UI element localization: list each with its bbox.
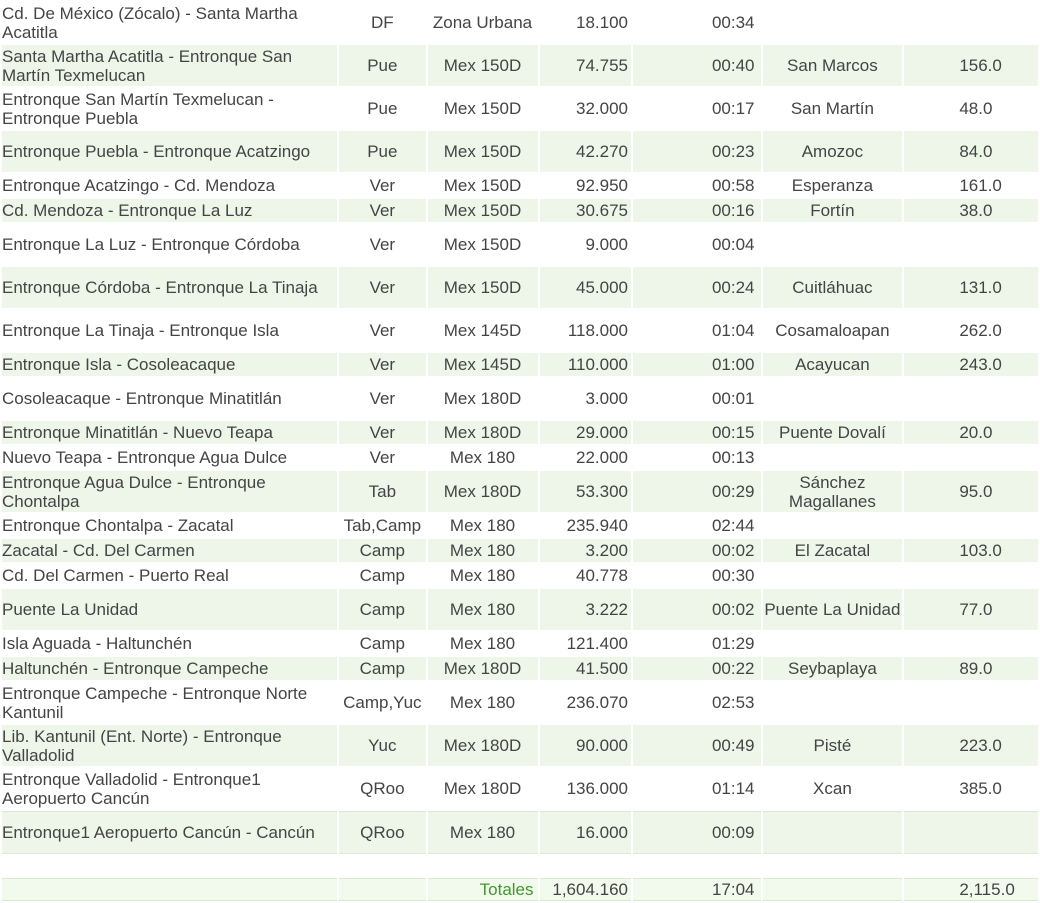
route-row (2, 514, 1038, 537)
cell-tiempo: 00:30 (633, 564, 760, 587)
cell-estado: Pue (339, 45, 425, 86)
cell-tramo: Entronque Agua Dulce - Entronque Chontalpa (2, 471, 337, 512)
totals-km: 1,604.160 (540, 878, 632, 901)
route-row (2, 88, 1038, 129)
cell-estado: Ver (339, 267, 425, 308)
cell-km: 9.000 (540, 224, 632, 265)
cell-distancia: 95.0 (904, 471, 1038, 512)
cell-gasolinera: Acayucan (763, 353, 903, 376)
cell-estado: DF (339, 2, 425, 43)
cell-estado: Tab (339, 471, 425, 512)
cell-estado: Ver (339, 310, 425, 351)
cell-gasolinera: Puente Dovalí (763, 421, 903, 444)
cell-km: 42.270 (540, 131, 632, 172)
cell-gasolinera (763, 446, 903, 469)
cell-gasolinera: Esperanza (763, 174, 903, 197)
cell-tramo: Entronque Minatitlán - Nuevo Teapa (2, 421, 337, 444)
cell-tiempo: 00:04 (633, 224, 760, 265)
cell-km: 121.400 (540, 632, 632, 655)
cell-tiempo: 00:24 (633, 267, 760, 308)
cell-tramo: Entronque1 Aeropuerto Cancún - Cancún (2, 811, 337, 854)
cell-km: 41.500 (540, 657, 632, 680)
cell-tiempo: 02:44 (633, 514, 760, 537)
cell-carretera: Mex 180D (428, 421, 538, 444)
cell-distancia: 223.0 (904, 725, 1038, 766)
route-row (2, 199, 1038, 222)
route-row (2, 539, 1038, 562)
cell-km: 90.000 (540, 725, 632, 766)
cell-tiempo: 01:00 (633, 353, 760, 376)
cell-tramo: Entronque La Tinaja - Entronque Isla (2, 310, 337, 351)
cell-carretera: Mex 150D (428, 224, 538, 265)
cell-km: 45.000 (540, 267, 632, 308)
cell-distancia (904, 811, 1038, 854)
cell-distancia (904, 682, 1038, 723)
route-row (2, 725, 1038, 766)
route-row (2, 768, 1038, 809)
cell-tiempo: 00:58 (633, 174, 760, 197)
cell-carretera: Mex 180D (428, 768, 538, 809)
cell-gasolinera: Cosamaloapan (763, 310, 903, 351)
cell-tramo: Haltunchén - Entronque Campeche (2, 657, 337, 680)
route-row (2, 657, 1038, 680)
cell-carretera: Mex 180 (428, 564, 538, 587)
cell-tiempo: 00:15 (633, 421, 760, 444)
cell-km: 29.000 (540, 421, 632, 444)
cell-tramo: Entronque Valladolid - Entronque1 Aeropuerto Cancún (2, 768, 337, 809)
route-row (2, 353, 1038, 376)
cell-estado: QRoo (339, 768, 425, 809)
cell-distancia: 131.0 (904, 267, 1038, 308)
cell-tramo: Entronque Isla - Cosoleacaque (2, 353, 337, 376)
cell-tramo: Entronque Campeche - Entronque Norte Kantunil (2, 682, 337, 723)
cell-carretera: Mex 180 (428, 589, 538, 630)
cell-tiempo: 00:02 (633, 589, 760, 630)
cell-estado: Yuc (339, 725, 425, 766)
route-row (2, 267, 1038, 308)
cell-estado: Ver (339, 378, 425, 419)
cell-estado: Ver (339, 224, 425, 265)
cell-distancia: 48.0 (904, 88, 1038, 129)
cell-tramo: Lib. Kantunil (Ent. Norte) - Entronque Valladolid (2, 725, 337, 766)
cell-distancia: 77.0 (904, 589, 1038, 630)
cell-tiempo: 02:53 (633, 682, 760, 723)
cell-distancia (904, 514, 1038, 537)
cell-tramo: Zacatal - Cd. Del Carmen (2, 539, 337, 562)
cell-tiempo: 00:23 (633, 131, 760, 172)
cell-gasolinera: Puente La Unidad (763, 589, 903, 630)
cell-tiempo: 00:01 (633, 378, 760, 419)
totals-time: 17:04 (633, 878, 760, 901)
cell-gasolinera (763, 514, 903, 537)
cell-tiempo: 00:49 (633, 725, 760, 766)
cell-km: 32.000 (540, 88, 632, 129)
cell-km: 3.000 (540, 378, 632, 419)
cell-tiempo: 00:02 (633, 539, 760, 562)
cell-gasolinera (763, 632, 903, 655)
cell-gasolinera: Sánchez Magallanes (763, 471, 903, 512)
totals-distance: 2,115.0 (904, 878, 1038, 901)
cell-distancia: 20.0 (904, 421, 1038, 444)
cell-carretera: Mex 150D (428, 174, 538, 197)
cell-tramo: Entronque Córdoba - Entronque La Tinaja (2, 267, 337, 308)
cell-gasolinera (763, 564, 903, 587)
cell-carretera: Mex 150D (428, 199, 538, 222)
route-row (2, 446, 1038, 469)
cell-estado: Pue (339, 131, 425, 172)
cell-km: 3.200 (540, 539, 632, 562)
cell-km: 236.070 (540, 682, 632, 723)
cell-tramo: Isla Aguada - Haltunchén (2, 632, 337, 655)
cell-tiempo: 01:04 (633, 310, 760, 351)
totals-empty-cell (763, 878, 903, 901)
cell-km: 235.940 (540, 514, 632, 537)
route-row (2, 471, 1038, 512)
spacer-row (2, 856, 1038, 876)
route-row (2, 378, 1038, 419)
spacer-cell (2, 856, 1038, 876)
cell-distancia: 156.0 (904, 45, 1038, 86)
cell-tramo: Cd. Del Carmen - Puerto Real (2, 564, 337, 587)
cell-carretera: Mex 180D (428, 471, 538, 512)
route-row (2, 632, 1038, 655)
cell-estado: Ver (339, 174, 425, 197)
cell-estado: Ver (339, 199, 425, 222)
cell-gasolinera: Xcan (763, 768, 903, 809)
cell-gasolinera (763, 811, 903, 854)
cell-gasolinera: Amozoc (763, 131, 903, 172)
cell-tramo: Entronque San Martín Texmelucan - Entronque Puebla (2, 88, 337, 129)
cell-distancia (904, 378, 1038, 419)
cell-carretera: Mex 180 (428, 632, 538, 655)
cell-gasolinera (763, 224, 903, 265)
cell-tiempo: 01:14 (633, 768, 760, 809)
cell-km: 18.100 (540, 2, 632, 43)
cell-distancia (904, 2, 1038, 43)
cell-carretera: Zona Urbana (428, 2, 538, 43)
route-row (2, 310, 1038, 351)
cell-tiempo: 00:34 (633, 2, 760, 43)
cell-tiempo: 00:13 (633, 446, 760, 469)
cell-distancia: 243.0 (904, 353, 1038, 376)
cell-gasolinera: Fortín (763, 199, 903, 222)
cell-km: 22.000 (540, 446, 632, 469)
cell-distancia: 89.0 (904, 657, 1038, 680)
cell-distancia: 38.0 (904, 199, 1038, 222)
route-row (2, 682, 1038, 723)
cell-estado: Pue (339, 88, 425, 129)
cell-distancia: 84.0 (904, 131, 1038, 172)
cell-tramo: Entronque Acatzingo - Cd. Mendoza (2, 174, 337, 197)
cell-carretera: Mex 150D (428, 267, 538, 308)
cell-tramo: Cosoleacaque - Entronque Minatitlán (2, 378, 337, 419)
cell-carretera: Mex 145D (428, 353, 538, 376)
cell-tiempo: 00:29 (633, 471, 760, 512)
cell-estado: Ver (339, 446, 425, 469)
cell-tramo: Entronque Puebla - Entronque Acatzingo (2, 131, 337, 172)
cell-estado: Camp (339, 564, 425, 587)
cell-carretera: Mex 180D (428, 725, 538, 766)
cell-gasolinera (763, 378, 903, 419)
cell-km: 74.755 (540, 45, 632, 86)
cell-tiempo: 00:22 (633, 657, 760, 680)
cell-km: 136.000 (540, 768, 632, 809)
cell-distancia: 103.0 (904, 539, 1038, 562)
cell-carretera: Mex 180 (428, 811, 538, 854)
cell-distancia: 385.0 (904, 768, 1038, 809)
cell-gasolinera: Cuitláhuac (763, 267, 903, 308)
cell-tiempo: 00:17 (633, 88, 760, 129)
route-row (2, 131, 1038, 172)
cell-distancia (904, 446, 1038, 469)
cell-distancia: 262.0 (904, 310, 1038, 351)
cell-tramo: Entronque La Luz - Entronque Córdoba (2, 224, 337, 265)
cell-distancia (904, 564, 1038, 587)
cell-carretera: Mex 180 (428, 514, 538, 537)
cell-tramo: Santa Martha Acatitla - Entronque San Martín Texmelucan (2, 45, 337, 86)
cell-carretera: Mex 150D (428, 45, 538, 86)
route-row (2, 224, 1038, 265)
cell-tramo: Entronque Chontalpa - Zacatal (2, 514, 337, 537)
cell-carretera: Mex 180 (428, 539, 538, 562)
cell-tiempo: 00:16 (633, 199, 760, 222)
cell-distancia: 161.0 (904, 174, 1038, 197)
totals-empty-cell (2, 878, 337, 901)
route-row (2, 2, 1038, 43)
cell-distancia (904, 224, 1038, 265)
route-row (2, 589, 1038, 630)
totals-label: Totales (428, 878, 538, 901)
cell-estado: Ver (339, 421, 425, 444)
cell-estado: QRoo (339, 811, 425, 854)
cell-estado: Camp (339, 589, 425, 630)
cell-gasolinera: San Martín (763, 88, 903, 129)
totals-row (2, 878, 1038, 901)
route-row (2, 421, 1038, 444)
cell-km: 92.950 (540, 174, 632, 197)
cell-gasolinera (763, 682, 903, 723)
route-row (2, 811, 1038, 854)
cell-carretera: Mex 180D (428, 657, 538, 680)
totals-section (2, 856, 1038, 901)
cell-gasolinera: El Zacatal (763, 539, 903, 562)
cell-km: 40.778 (540, 564, 632, 587)
cell-km: 110.000 (540, 353, 632, 376)
cell-tramo: Nuevo Teapa - Entronque Agua Dulce (2, 446, 337, 469)
cell-km: 16.000 (540, 811, 632, 854)
cell-tramo: Cd. De México (Zócalo) - Santa Martha Acatitla (2, 2, 337, 43)
cell-distancia (904, 632, 1038, 655)
cell-tiempo: 00:40 (633, 45, 760, 86)
cell-estado: Camp (339, 632, 425, 655)
cell-km: 118.000 (540, 310, 632, 351)
cell-km: 3.222 (540, 589, 632, 630)
cell-tiempo: 00:09 (633, 811, 760, 854)
route-row (2, 174, 1038, 197)
cell-carretera: Mex 180 (428, 682, 538, 723)
cell-estado: Camp,Yuc (339, 682, 425, 723)
cell-estado: Ver (339, 353, 425, 376)
cell-estado: Tab,Camp (339, 514, 425, 537)
route-row (2, 45, 1038, 86)
cell-km: 53.300 (540, 471, 632, 512)
cell-estado: Camp (339, 657, 425, 680)
cell-gasolinera: San Marcos (763, 45, 903, 86)
totals-empty-cell (339, 878, 425, 901)
cell-carretera: Mex 150D (428, 88, 538, 129)
cell-gasolinera: Pisté (763, 725, 903, 766)
cell-tramo: Puente La Unidad (2, 589, 337, 630)
cell-carretera: Mex 145D (428, 310, 538, 351)
cell-gasolinera: Seybaplaya (763, 657, 903, 680)
route-row (2, 564, 1038, 587)
cell-tiempo: 01:29 (633, 632, 760, 655)
cell-carretera: Mex 180D (428, 378, 538, 419)
cell-gasolinera (763, 2, 903, 43)
cell-carretera: Mex 180 (428, 446, 538, 469)
cell-tramo: Cd. Mendoza - Entronque La Luz (2, 199, 337, 222)
cell-km: 30.675 (540, 199, 632, 222)
cell-estado: Camp (339, 539, 425, 562)
cell-carretera: Mex 150D (428, 131, 538, 172)
route-table-body (2, 2, 1038, 854)
